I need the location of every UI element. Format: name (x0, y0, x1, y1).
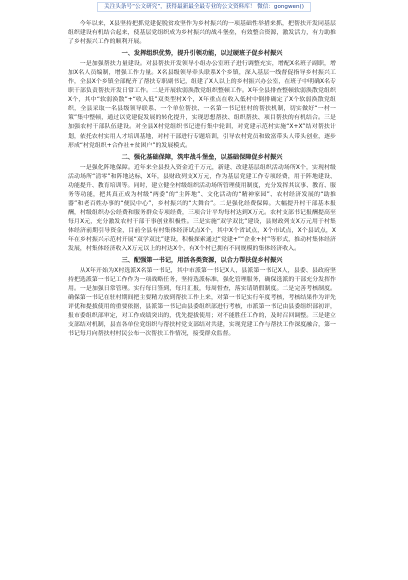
section-1-paragraph: 一是加强帮扶力量建设。对县帮扶开发领导小组办公室班子进行调整充实，增配X名班子副职，增加X名人员编制，增强工作力量。X名县级领导牵头联系X个乡镇，深入基层一线督促指导乡村振兴工作，全县X个乡镇全部配齐了帮扶专职副书记，组建了X人以上的乡村振兴办公室，在班子中明确X名专职干部负责帮扶开发日常工作。二是开展软弱涣散党组织整顿工作。X年全县排查整顿软弱涣散党组织X个，其中“软弱涣散”+“收入低”双类型村X个，X年重点在收入低村中倒排确定了X个软弱涣散党组织，全县采取一名县级领导联系、一个单位帮扶、一名第一书记驻村的帮扶机制，切实做好“一村一策”集中整顿，通过以党建促发展的转化提升，实现思想帮扶、组织帮扶、项目帮扶的有机结合。三是加强农村干部队伍建设。对全县X村党组织书记进行集中轮训，对党建示范村实施“X+X”结对帮扶计划，依托农村实用人才培训基地，对村干部进行专题培训，引导农村党员和致富带头人带头创业，逐步形成“村党组织+合作社+贫困户”的发展模式。 (68, 61, 336, 149)
banner-text: 关注头条号“公文研究”，获得最新最全最专业的公文资料库！ 微信：gongwen() (97, 2, 311, 12)
intro-paragraph: 今年以来，X县坚持把抓党建促脱贫攻坚作为乡村振兴的一项基础性举措来抓，把帮扶开发同基层组织建设有机结合起来，使基层党组织成为乡村振兴的战斗堡垒，有效整合资源，激发活力，有力助推了乡村振兴工作的顺利开展。 (68, 21, 336, 46)
document-body (68, 20, 336, 339)
section-heading-3: 三、配强第一书记，用活各类资源，以合力帮扶促乡村振兴 (121, 257, 283, 265)
section-heading-1: 一、发挥组织优势，提升引领功能，以过硬班子促乡村振兴 (121, 50, 283, 58)
section-2-paragraph: 一是强化阵地保障。近年来全县投入资金近千万元，新建、改建基层组织活动场所X个，实现村级活动场所“清零”和阵地达标，X年，县财政列支X万元，作为基层党建工作专项经费，用于阵地建设、功能提升、教育培训等。同时，建立健全村级组织活动场所管理使用制度，充分发挥其议事、教育、服务等功能，把其真正成为村级“两委”的“主阵地”、文化活动的“精神家园”、农村经济发展的“助推器”和老百姓办事的“便民中心”，乡村振兴的“大舞台”。二是强化经费保障。大幅提升村干部基本报酬，村级组织办公经费和服务群众专项经费，三项合计平均每村达到X万元。农村支部书记报酬提高至每月X元，充分激发农村干部干事创业积极性。三是实施“双学双比”建设，县财政列支X万元用于村集体经济前期引导资金，目前全县有村集体经济试点X个，其中X个省试点，X个市试点，X个县试点，X年在乡村振兴示范村开展“双学双比”建设，积极探索通过“党建+”“企业+村”等形式，推动村集体经济发展，村集体经济收入X万元以上的村达X个，有X个村已拥有不同规模的集体经济收入。 (68, 164, 336, 253)
section-3-paragraph: 从X年开始为X村选派X名第一书记，其中市派第一书记X人，县派第一书记X人，县委、县政府坚持把选派第一书记工作作为一项战略任务，坚持选派标准，强化管理服务，确保选派的干部充分发挥作用。一是加强日常管理。实行每日签到，每月汇报，每周督查，落实请销假制度。二是完善考核制度。确保第一书记在驻村期间把主要精力放到帮扶工作上来，对第一书记实行年度考核，考核结果作为评先评优和提拔使用的重要依据，县派第一书记由县委组织部进行考核，市派第一书记由县委组织部初评，报市委组织部审定，对工作成绩突出的，优先提拔使用；对不能胜任工作的，及时召回调整。三是建立支部结对机制，县直各单位党组织与帮扶村党支部结对共建，实现党建工作与帮扶工作深度融合，第一书记每月向帮扶村村民公布一次帮扶工作情况，接受群众监督。 (68, 268, 336, 338)
section-heading-2: 二、强化基础保障，筑牢战斗堡垒，以基础保障促乡村振兴 (121, 153, 283, 161)
top-banner (0, 0, 408, 14)
